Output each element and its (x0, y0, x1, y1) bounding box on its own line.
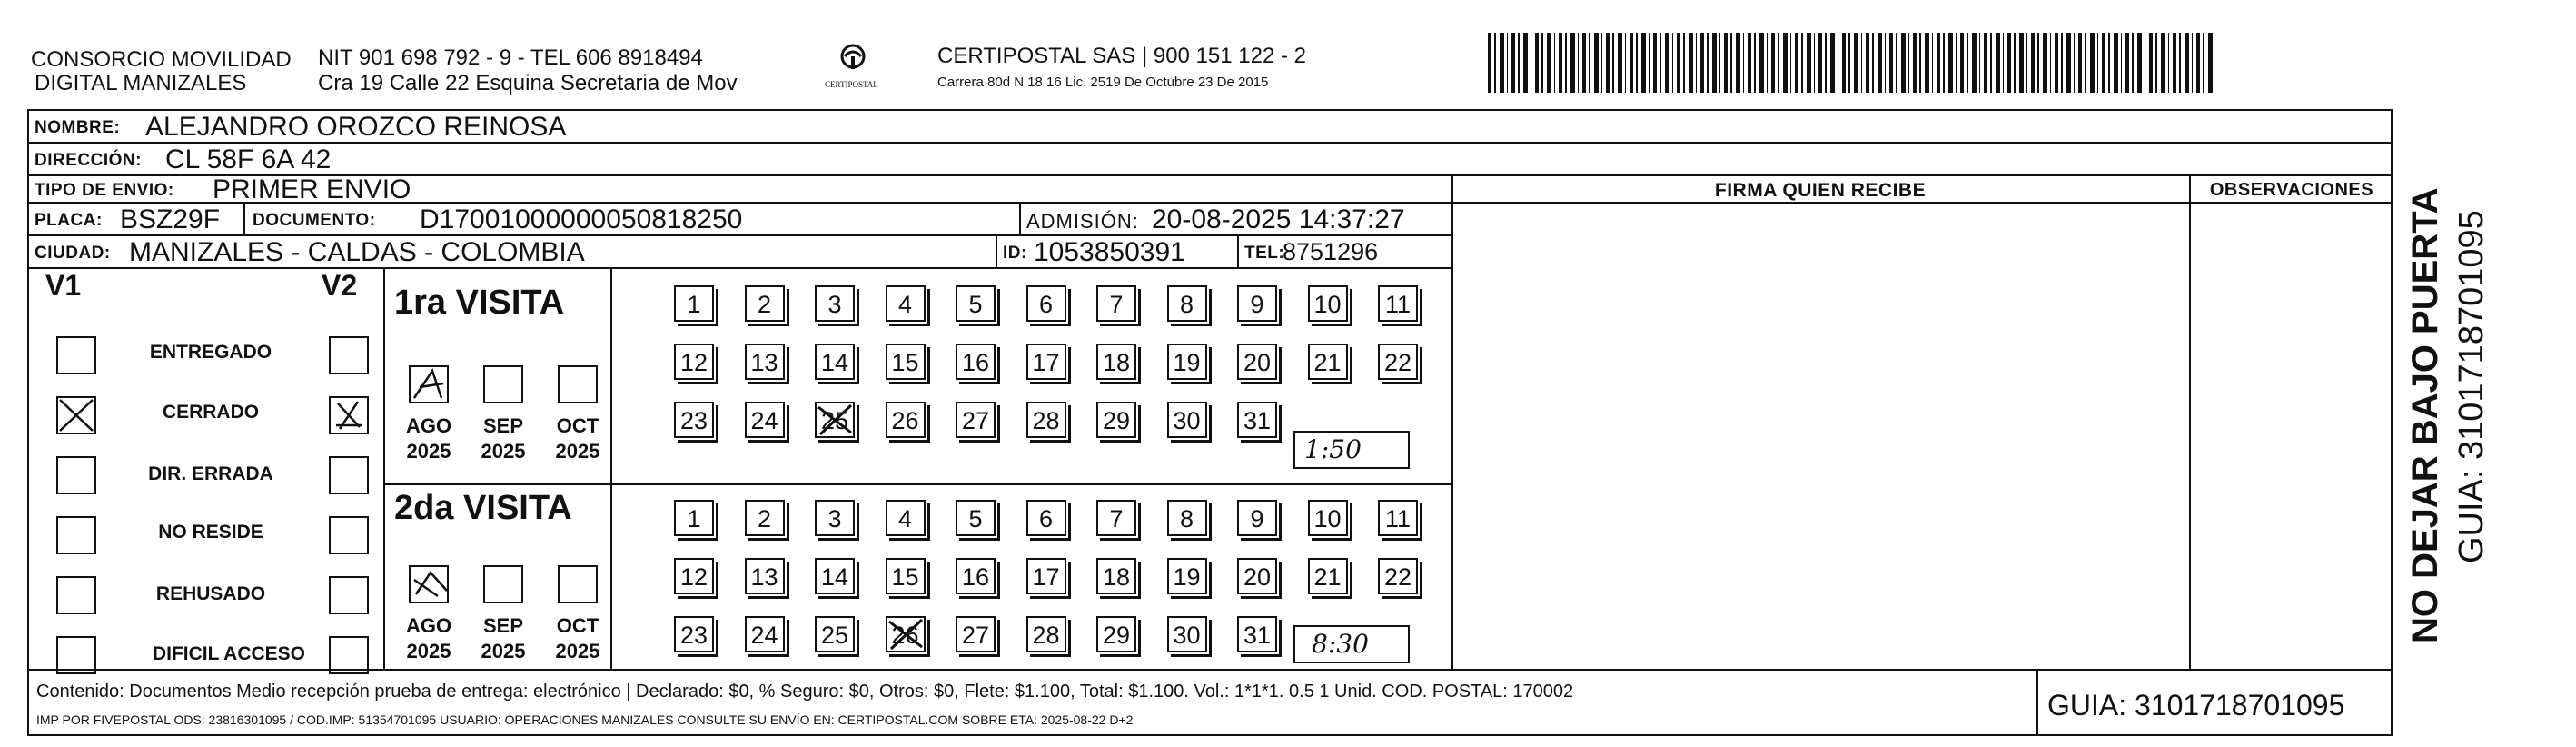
placa-row (29, 204, 1451, 236)
cross-out-mark-icon (815, 402, 855, 438)
nombre-value: ALEJANDRO OROZCO REINOSA (145, 112, 567, 142)
nombre-label: NOMBRE: (35, 118, 121, 137)
v2-label: V2 (322, 269, 358, 302)
first-visit-day-16[interactable]: 16 (956, 344, 996, 380)
first-visit-day-2[interactable]: 2 (745, 285, 785, 322)
v2-checkbox-no-reside[interactable] (329, 516, 369, 554)
second-visit-day-26[interactable]: 26 (886, 616, 926, 652)
tel-value: 8751296 (1283, 238, 1379, 265)
second-visit-day-8[interactable]: 8 (1167, 500, 1207, 536)
contenido-line: Contenido: Documentos Medio recepción prueba de entrega: electrónico | Declarado: $0, % Seguro: $0, Otros: $0, Flete: $1.100, Total: $1.100. Vol.: 1*1*1. 0.5 1 Unid. COD. POSTAL: 170002 (36, 682, 1574, 702)
first-visit-day-27[interactable]: 27 (956, 402, 996, 438)
first-visit-day-25[interactable]: 25 (815, 402, 855, 438)
second-visit-day-24[interactable]: 24 (745, 616, 785, 652)
second-visit-day-14[interactable]: 14 (815, 558, 855, 594)
v2-checkbox-cerrado[interactable] (329, 396, 369, 434)
sender-address: Cra 19 Calle 22 Esquina Secretaria de Mov (318, 71, 738, 95)
second-visit-day-31[interactable]: 31 (1237, 616, 1277, 652)
handwritten-mark-icon (411, 367, 447, 402)
first-visit-day-28[interactable]: 28 (1026, 402, 1066, 438)
v1-checkbox-cerrado[interactable] (56, 396, 96, 434)
second-visit-month-label-ago: AGO (405, 614, 452, 637)
tipo-value: PRIMER ENVIO (213, 174, 411, 204)
second-visit-day-19[interactable]: 19 (1167, 558, 1207, 594)
guia-box: GUIA: 3101718701095 (2047, 689, 2345, 722)
first-visit-day-17[interactable]: 17 (1026, 344, 1066, 380)
first-visit-day-12[interactable]: 12 (674, 344, 714, 380)
second-visit-day-9[interactable]: 9 (1237, 500, 1277, 536)
second-visit-day-13[interactable]: 13 (745, 558, 785, 594)
first-visit-day-10[interactable]: 10 (1308, 285, 1348, 322)
reason-entregado: ENTREGADO (149, 342, 272, 363)
certipostal-logo-icon (827, 40, 879, 95)
second-visit-day-7[interactable]: 7 (1096, 500, 1136, 536)
first-visit-day-30[interactable]: 30 (1167, 402, 1207, 438)
second-visit-year-sep: 2025 (481, 640, 526, 662)
ciudad-value: MANIZALES - CALDAS - COLOMBIA (129, 237, 585, 267)
company-name-line2: DIGITAL MANIZALES (35, 71, 247, 95)
documento-label: DOCUMENTO: (253, 211, 376, 230)
first-visit-day-13[interactable]: 13 (745, 344, 785, 380)
v2-checkbox-rehusado[interactable] (329, 576, 369, 614)
second-visit-day-1[interactable]: 1 (674, 500, 714, 536)
first-visit-day-1[interactable]: 1 (674, 285, 714, 322)
first-visit-year-sep: 2025 (481, 440, 526, 463)
second-visit-day-15[interactable]: 15 (886, 558, 926, 594)
first-visit-day-31[interactable]: 31 (1237, 402, 1277, 438)
second-visit-year-ago: 2025 (406, 640, 451, 662)
first-visit-day-26[interactable]: 26 (886, 402, 926, 438)
second-visit-month-ago[interactable] (409, 565, 449, 603)
first-visit-day-23[interactable]: 23 (674, 402, 714, 438)
first-visit-year-oct: 2025 (555, 440, 600, 463)
second-visit-year-oct: 2025 (555, 640, 600, 662)
reason-dir-errada: DIR. ERRADA (148, 463, 273, 484)
v2-checkbox-dir-errada[interactable] (329, 456, 369, 494)
second-visit-day-21[interactable]: 21 (1308, 558, 1348, 594)
second-visit-day-16[interactable]: 16 (956, 558, 996, 594)
second-visit-day-23[interactable]: 23 (674, 616, 714, 652)
documento-value: D17001000000050818250 (420, 204, 743, 234)
imp-line: IMP POR FIVEPOSTAL ODS: 23816301095 / COD.IMP: 51354701095 USUARIO: OPERACIONES MANIZALES CONSULTE SU ENVÍO EN: CERTIPOSTAL.COM SOBRE ETA: 2025-08-22 D+2 (36, 712, 1134, 727)
first-visit-day-21[interactable]: 21 (1308, 344, 1348, 380)
side-guia: GUIA: 3101718701095 (2452, 210, 2491, 563)
signature-area[interactable] (1453, 204, 2187, 669)
first-visit-day-8[interactable]: 8 (1167, 285, 1207, 322)
first-visit-time-box[interactable] (1293, 431, 1410, 469)
second-visit-month-label-oct: OCT (556, 614, 599, 637)
tipo-label: TIPO DE ENVIO: (35, 181, 174, 200)
delivery-form (27, 109, 2393, 736)
direccion-row (29, 144, 2391, 176)
first-visit-day-15[interactable]: 15 (886, 344, 926, 380)
first-visit-title: 1ra VISITA (394, 284, 565, 322)
reason-no-reside: NO RESIDE (158, 522, 263, 543)
second-visit-title: 2da VISITA (394, 489, 572, 527)
second-visit-day-29[interactable]: 29 (1096, 616, 1136, 652)
v1-checkbox-rehusado[interactable] (56, 576, 96, 614)
first-visit-day-3[interactable]: 3 (815, 285, 855, 322)
first-visit-day-11[interactable]: 11 (1378, 285, 1418, 322)
second-visit-day-10[interactable]: 10 (1308, 500, 1348, 536)
reason-rehusado: REHUSADO (155, 583, 266, 604)
v1-checkbox-dificil-acceso[interactable] (56, 636, 96, 674)
first-visit-time: 1:50 (1304, 434, 1362, 464)
first-visit-day-20[interactable]: 20 (1237, 344, 1277, 380)
courier-line: CERTIPOSTAL SAS | 900 151 122 - 2 (937, 44, 1306, 68)
second-visit-day-27[interactable]: 27 (956, 616, 996, 652)
second-visit-time-box[interactable] (1293, 625, 1410, 663)
second-visit-day-5[interactable]: 5 (956, 500, 996, 536)
second-visit-month-label-sep: SEP (482, 614, 524, 637)
courier-license: Carrera 80d N 18 16 Lic. 2519 De Octubre 23 De 2015 (937, 75, 1269, 90)
first-visit-day-6[interactable]: 6 (1026, 285, 1066, 322)
first-visit-month-oct[interactable] (558, 365, 598, 403)
id-label: ID: (1003, 244, 1027, 263)
direccion-value: CL 58F 6A 42 (165, 144, 332, 174)
tel-label: TEL: (1244, 244, 1285, 263)
barcode (1488, 33, 2214, 93)
first-visit-day-29[interactable]: 29 (1096, 402, 1136, 438)
first-visit-month-label-ago: AGO (405, 414, 452, 437)
x-mark-icon (58, 398, 94, 433)
first-visit-day-14[interactable]: 14 (815, 344, 855, 380)
second-visit-day-22[interactable]: 22 (1378, 558, 1418, 594)
second-visit-day-11[interactable]: 11 (1378, 500, 1418, 536)
second-visit-month-oct[interactable] (558, 565, 598, 603)
second-visit-month-sep[interactable] (483, 565, 523, 603)
second-visit-day-18[interactable]: 18 (1096, 558, 1136, 594)
second-visit-time: 8:30 (1312, 629, 1369, 659)
no-dejar-bajo-puerta-notice: NO DEJAR BAJO PUERTA (2405, 187, 2445, 643)
first-visit-day-19[interactable]: 19 (1167, 344, 1207, 380)
first-visit-month-sep[interactable] (483, 365, 523, 403)
placa-value: BSZ29F (120, 204, 221, 234)
reason-cerrado: CERRADO (162, 402, 260, 423)
first-visit-day-5[interactable]: 5 (956, 285, 996, 322)
cross-out-mark-icon (886, 616, 926, 652)
first-visit-day-9[interactable]: 9 (1237, 285, 1277, 322)
first-visit-day-24[interactable]: 24 (745, 402, 785, 438)
first-visit-month-label-sep: SEP (482, 414, 524, 437)
second-visit-day-30[interactable]: 30 (1167, 616, 1207, 652)
first-visit-day-22[interactable]: 22 (1378, 344, 1418, 380)
v1-checkbox-entregado[interactable] (56, 336, 96, 374)
first-visit-year-ago: 2025 (406, 440, 451, 463)
first-visit-month-label-oct: OCT (556, 414, 599, 437)
second-visit-day-25[interactable]: 25 (815, 616, 855, 652)
second-visit-day-2[interactable]: 2 (745, 500, 785, 536)
handwritten-mark-icon (411, 567, 447, 602)
first-visit-month-ago[interactable] (409, 365, 449, 403)
v1-checkbox-dir-errada[interactable] (56, 456, 96, 494)
admision-label: ADMISIÓN: (1026, 210, 1139, 233)
admision-value: 20-08-2025 14:37:27 (1152, 204, 1405, 234)
ciudad-label: CIUDAD: (35, 244, 111, 263)
second-visit-day-17[interactable]: 17 (1026, 558, 1066, 594)
second-visit-day-6[interactable]: 6 (1026, 500, 1066, 536)
first-visit-day-7[interactable]: 7 (1096, 285, 1136, 322)
second-visit-day-20[interactable]: 20 (1237, 558, 1277, 594)
reason-dificil-acceso: DIFICIL ACCESO (152, 643, 305, 664)
firma-header: FIRMA QUIEN RECIBE (1714, 180, 1927, 201)
observations-area[interactable] (2191, 204, 2391, 669)
nit-line: NIT 901 698 792 - 9 - TEL 606 8918494 (318, 45, 703, 70)
first-visit-day-18[interactable]: 18 (1096, 344, 1136, 380)
second-visit-day-12[interactable]: 12 (674, 558, 714, 594)
observaciones-header: OBSERVACIONES (2209, 180, 2374, 200)
second-visit-day-3[interactable]: 3 (815, 500, 855, 536)
handwritten-x-icon (331, 398, 367, 433)
nombre-row (29, 111, 2391, 144)
logo-text: CERTIPOSTAL (825, 80, 878, 89)
v1-label: V1 (45, 269, 82, 302)
company-name-line1: CONSORCIO MOVILIDAD (31, 47, 292, 72)
second-visit-day-28[interactable]: 28 (1026, 616, 1066, 652)
direccion-label: DIRECCIÓN: (35, 151, 142, 170)
second-visit-day-4[interactable]: 4 (886, 500, 926, 536)
placa-label: PLACA: (35, 211, 103, 230)
ciudad-row (29, 236, 1451, 269)
v2-checkbox-entregado[interactable] (329, 336, 369, 374)
v2-checkbox-dificil-acceso[interactable] (329, 636, 369, 674)
v1-checkbox-no-reside[interactable] (56, 516, 96, 554)
id-value: 1053850391 (1034, 237, 1185, 267)
first-visit-day-4[interactable]: 4 (886, 285, 926, 322)
